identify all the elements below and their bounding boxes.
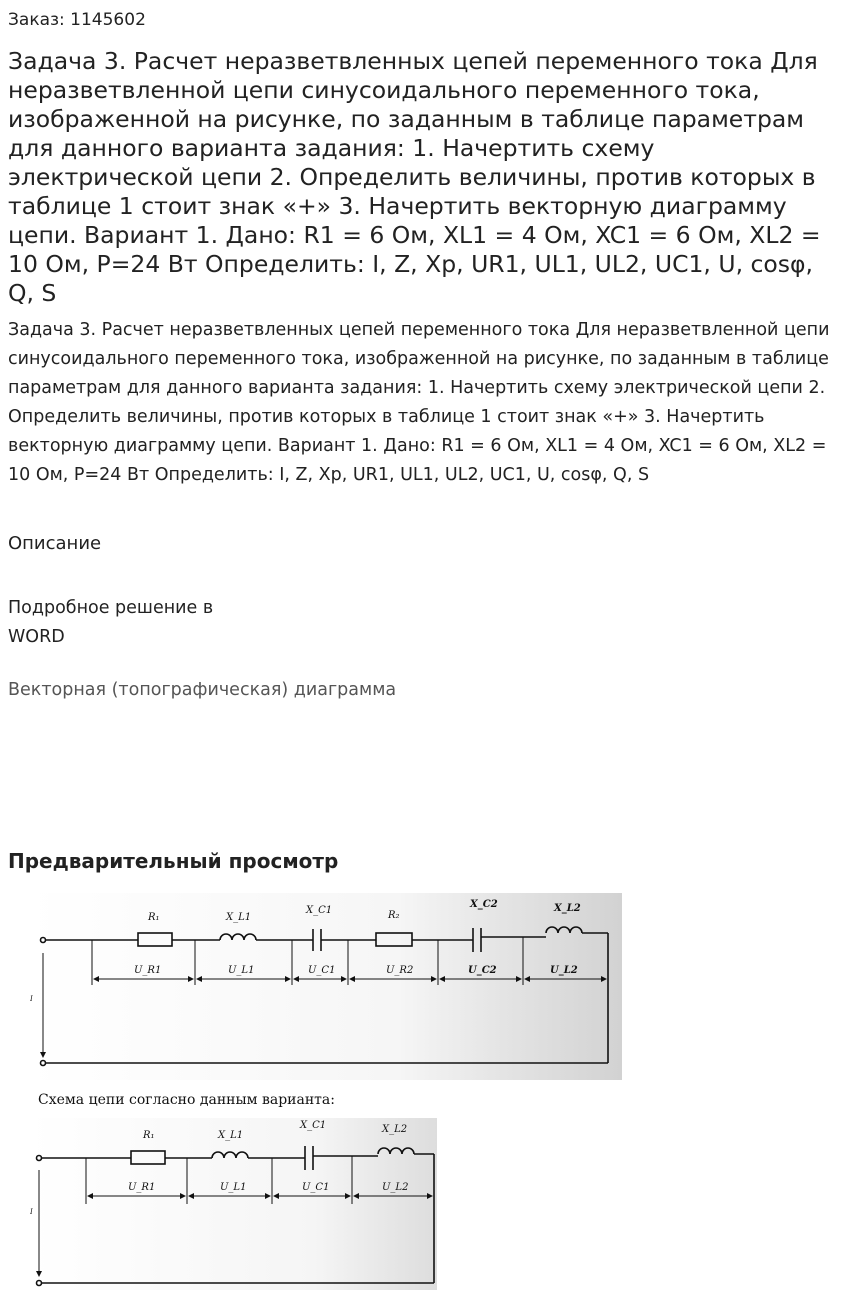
label-ul1: U_L1 — [228, 965, 255, 976]
label-current: I — [30, 1208, 33, 1216]
label-r1: R₁ — [143, 1130, 155, 1141]
circuit-caption: Схема цепи согласно данным варианта: — [38, 1092, 335, 1108]
label-xl1: X_L1 — [226, 912, 252, 923]
label-current: I — [30, 995, 33, 1003]
label-xc1: X_C1 — [300, 1120, 327, 1131]
scan-background — [30, 1118, 437, 1290]
label-ul2: U_L2 — [550, 965, 578, 976]
label-r1: R₁ — [148, 912, 160, 923]
description-label: Описание — [8, 533, 102, 554]
label-xc1: X_C1 — [306, 905, 333, 916]
circuit-scan-full — [30, 893, 622, 1080]
vector-diagram-label: Векторная (топографическая) диаграмма — [8, 680, 397, 700]
label-xc2: X_C2 — [470, 899, 498, 910]
circuit-scan-variant — [30, 1118, 437, 1290]
task-title: Задача 3. Расчет неразветвленных цепей переменного тока Для неразветвленной цепи синусоидального переменного тока, изображенной на рисунке, по заданным в таблице параметрам для данного варианта задания: 1. Начертить схему электрической цепи 2. Определить величины, против которых в таблице 1 стоит знак «+» 3. Начертить векторную диаграмму цепи. Вариант 1. Дано: R1 = 6 Ом, XL1 = 4 Ом, XC1 = 6 Ом, XL2 = 10 Ом, P=24 Вт Определить: I, Z, Xp, UR1, UL1, UL2, UC1, U, cosφ, Q, S — [8, 47, 821, 307]
label-ul1: U_L1 — [220, 1182, 247, 1193]
solution-line: WORD — [8, 627, 65, 647]
scan-background — [30, 893, 622, 1080]
label-ur2: U_R2 — [386, 965, 414, 976]
label-uc1: U_C1 — [308, 965, 336, 976]
label-ur1: U_R1 — [134, 965, 162, 976]
label-uc2: U_C2 — [468, 965, 497, 976]
solution-line: Подробное решение в — [8, 598, 214, 618]
preview-heading: Предварительный просмотр — [8, 849, 339, 873]
label-uc1: U_C1 — [302, 1182, 330, 1193]
order-number: Заказ: 1145602 — [8, 10, 146, 30]
label-xl2: X_L2 — [554, 903, 581, 914]
label-xl1: X_L1 — [218, 1130, 244, 1141]
label-ul2: U_L2 — [382, 1182, 409, 1193]
label-r2: R₂ — [388, 910, 400, 921]
task-description: Задача 3. Расчет неразветвленных цепей переменного тока Для неразветвленной цепи синусоидального переменного тока, изображенной на рисунке, по заданным в таблице параметрам для данного варианта задания: 1. Начертить схему электрической цепи 2. Определить величины, против которых в таблице 1 стоит знак «+» 3. Начертить векторную диаграмму цепи. Вариант 1. Дано: R1 = 6 Ом, XL1 = 4 Ом, XC1 = 6 Ом, XL2 = 10 Ом, P=24 Вт Определить: I, Z, Xp, UR1, UL1, UL2, UC1, U, cosφ, Q, S — [8, 320, 830, 485]
solution-note — [8, 594, 213, 652]
label-xl2: X_L2 — [382, 1124, 408, 1135]
label-ur1: U_R1 — [128, 1182, 156, 1193]
